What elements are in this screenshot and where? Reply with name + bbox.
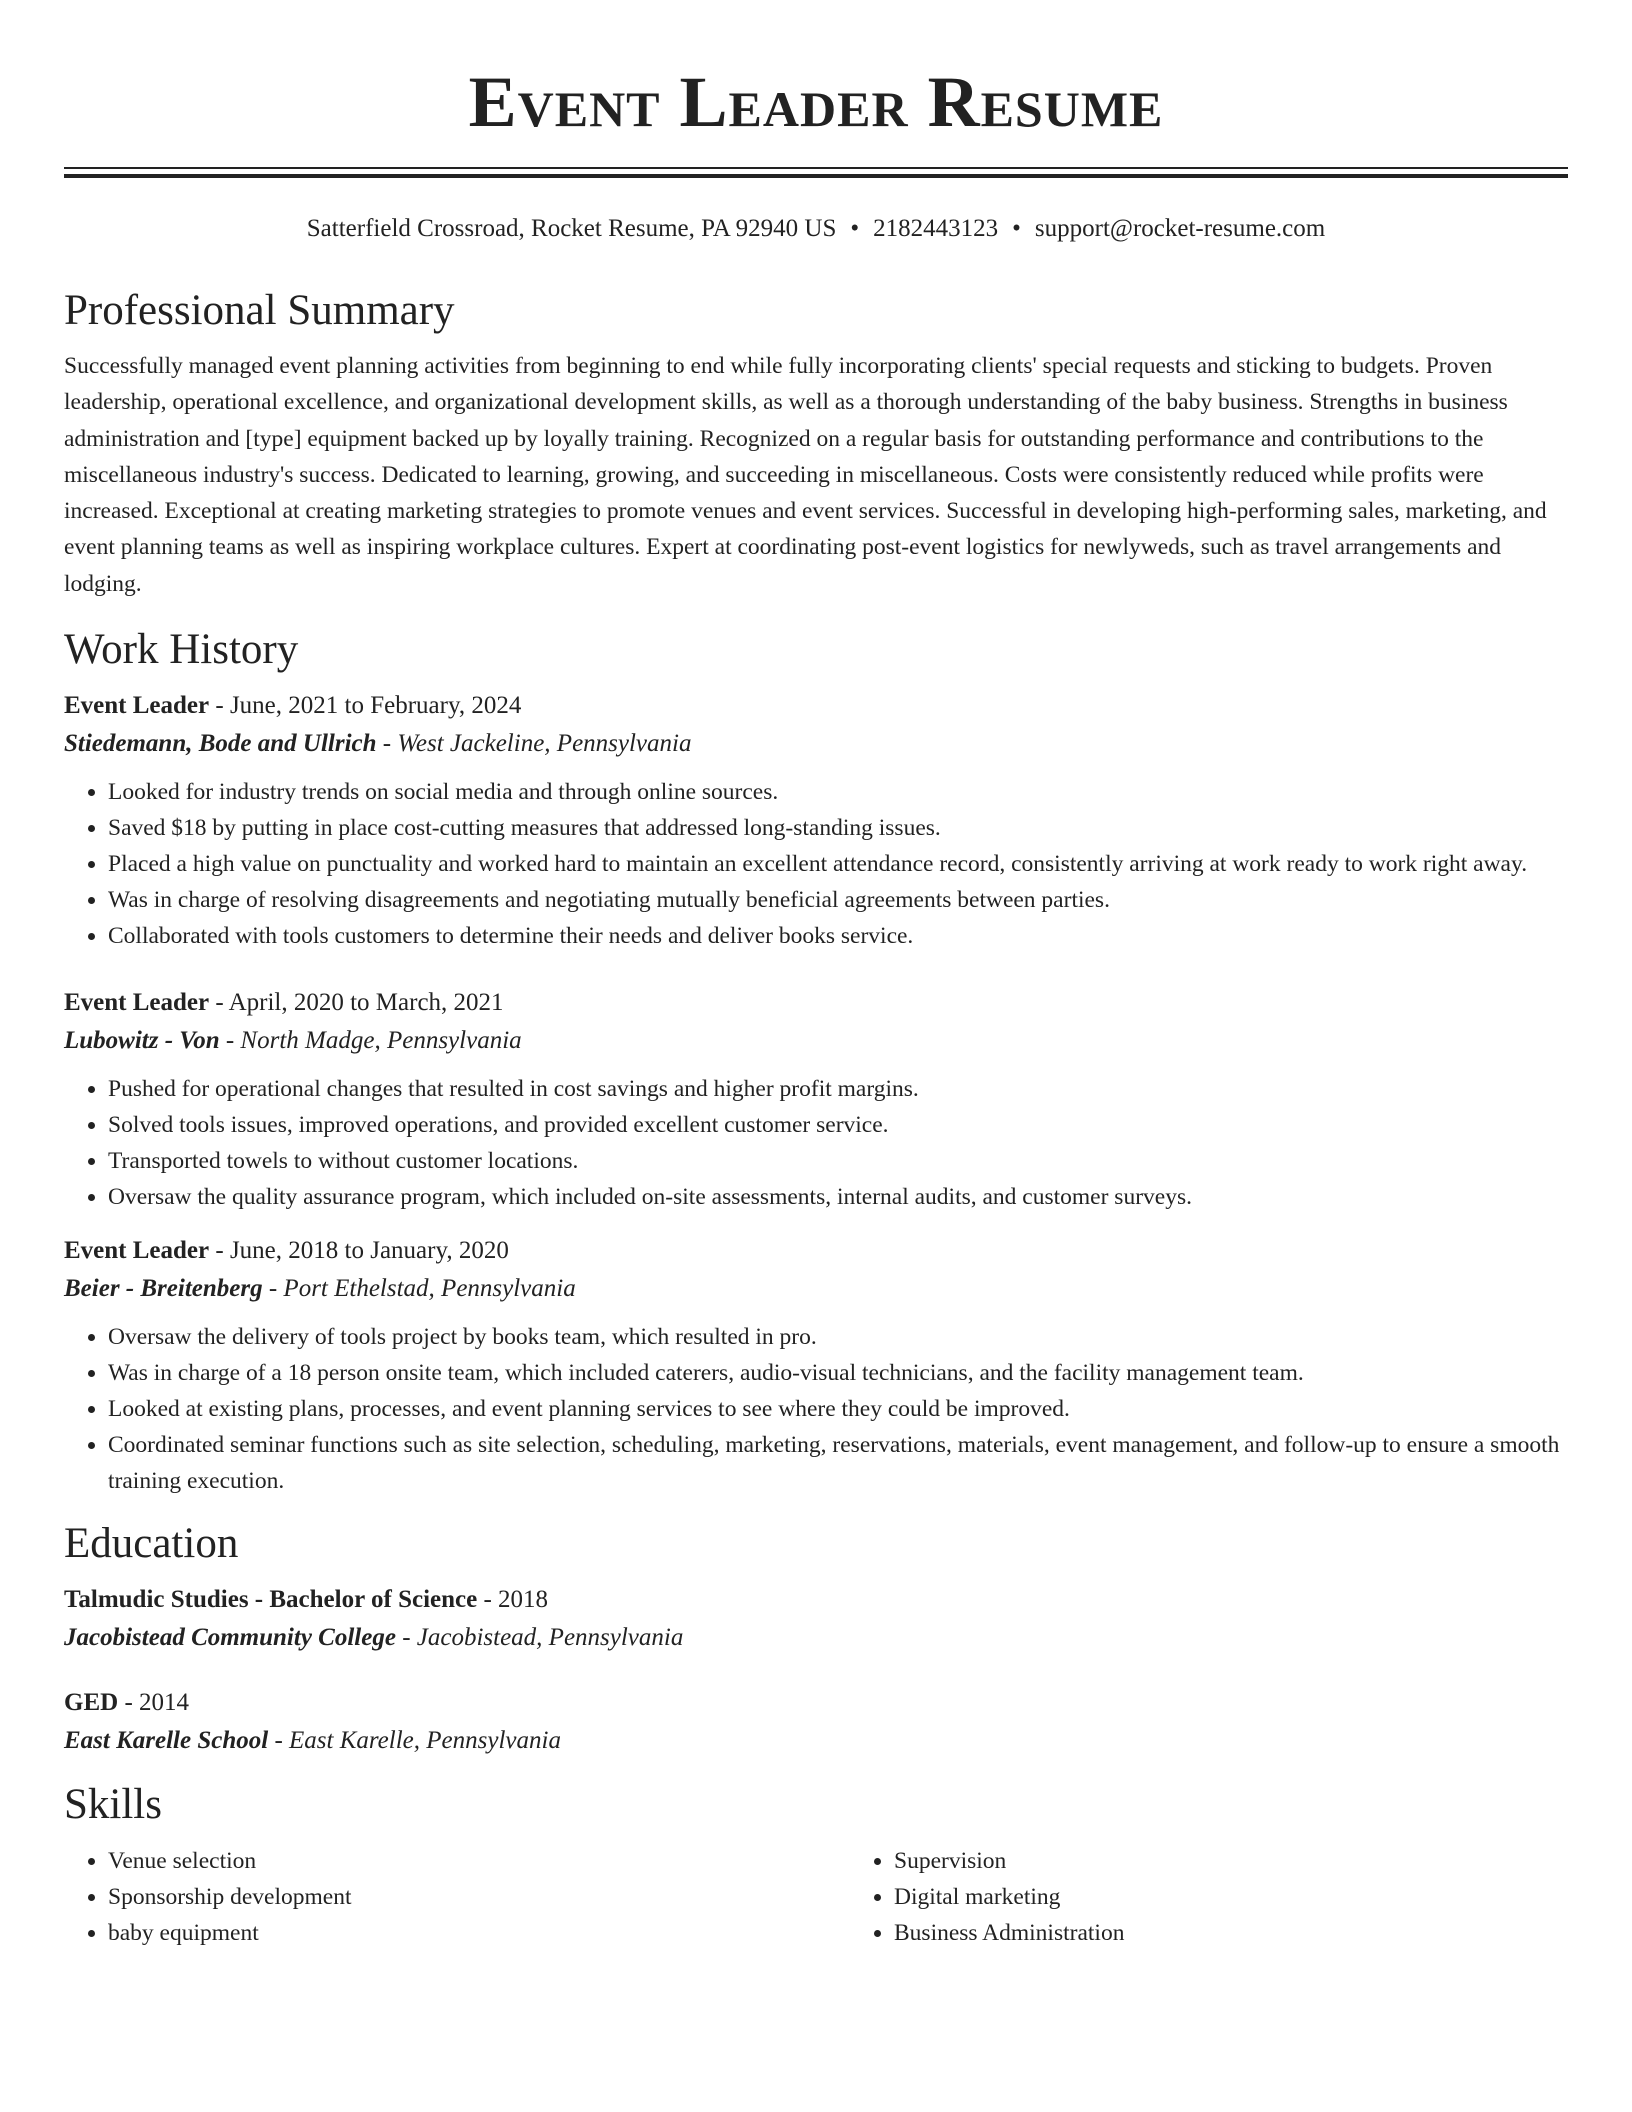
- contact-line: [64, 214, 1568, 244]
- skill-item: • Sponsorship development: [108, 1879, 850, 1915]
- company-name: Stiedemann, Bode and Ullrich: [64, 730, 377, 758]
- skill-item: • Digital marketing: [894, 1879, 1632, 1915]
- education-entry: [64, 1584, 1568, 1654]
- list-item: • Transported towels to without customer locations.: [108, 1143, 1568, 1179]
- list-item: • Was in charge of a 18 person onsite team, which included caterers, audio-visual technicians, and the facility management team.: [108, 1355, 1568, 1391]
- job-duties-list: [64, 774, 1568, 954]
- job-dates: - April, 2020 to March, 2021: [209, 989, 504, 1017]
- list-item: • Saved $18 by putting in place cost-cutting measures that addressed long-standing issues.: [108, 810, 1568, 846]
- job-title: Event Leader: [64, 692, 210, 720]
- skills-columns: [64, 1843, 1568, 1951]
- job-title-line: [64, 1235, 1568, 1267]
- list-item: • Was in charge of resolving disagreements and negotiating mutually beneficial agreements between parties.: [108, 882, 1568, 918]
- list-item: • Collaborated with tools customers to determine their needs and deliver books service.: [108, 918, 1568, 954]
- skill-item: • baby equipment: [108, 1915, 850, 1951]
- company-line: [64, 1025, 1568, 1057]
- contact-separator: •: [850, 215, 860, 242]
- job-duties-list: [64, 1071, 1568, 1215]
- list-item: • Oversaw the quality assurance program, which included on-site assessments, internal audits, and customer surveys.: [108, 1179, 1568, 1215]
- job-duties-list: [64, 1319, 1568, 1499]
- job-title-line: [64, 690, 1568, 722]
- list-item: • Looked at existing plans, processes, and event planning services to see where they could be improved.: [108, 1391, 1568, 1427]
- page-title: Event Leader Resume: [468, 62, 1164, 142]
- job-title: Event Leader: [64, 989, 210, 1017]
- skill-item: • Venue selection: [108, 1843, 850, 1879]
- education-entry: [64, 1687, 1568, 1757]
- school-name: East Karelle School: [64, 1727, 269, 1755]
- title-divider: [64, 167, 1568, 178]
- list-item: • Solved tools issues, improved operations, and provided excellent customer service.: [108, 1107, 1568, 1143]
- company-line: [64, 1273, 1568, 1305]
- degree-name: GED: [64, 1689, 119, 1717]
- company-name: Beier - Breitenberg: [64, 1275, 263, 1303]
- skills-list-left: [64, 1843, 850, 1951]
- skills-list-right: [850, 1843, 1632, 1951]
- degree-name: Talmudic Studies - Bachelor of Science: [64, 1586, 478, 1614]
- contact-separator: •: [1012, 215, 1021, 242]
- company-location: - North Madge, Pennsylvania: [219, 1027, 522, 1055]
- list-item: • Looked for industry trends on social media and through online sources.: [108, 774, 1568, 810]
- section-title-work-history: Work History: [64, 626, 299, 674]
- graduation-year: - 2018: [477, 1586, 549, 1614]
- section-title-summary: Professional Summary: [64, 287, 455, 334]
- company-location: - West Jackeline, Pennsylvania: [376, 730, 692, 758]
- job-dates: - June, 2018 to January, 2020: [209, 1237, 509, 1265]
- job-entry: [64, 987, 1568, 1215]
- section-title-skills: Skills: [64, 1781, 162, 1829]
- job-dates: - June, 2021 to February, 2024: [209, 692, 522, 720]
- school-line: [64, 1622, 1568, 1654]
- graduation-year: - 2014: [118, 1689, 190, 1717]
- contact-email[interactable]: support@rocket-resume.com: [1034, 215, 1326, 242]
- contact-address: Satterfield Crossroad, Rocket Resume, PA 92940 US: [306, 215, 837, 242]
- list-item: • Pushed for operational changes that resulted in cost savings and higher profit margins.: [108, 1071, 1568, 1107]
- list-item: • Coordinated seminar functions such as site selection, scheduling, marketing, reservations, materials, event management, and follow-up to ensure a smooth training execution.: [108, 1427, 1568, 1499]
- company-line: [64, 728, 1568, 760]
- skill-item: • Supervision: [894, 1843, 1632, 1879]
- contact-phone: 2182443123: [873, 215, 999, 242]
- list-item: • Oversaw the delivery of tools project by books team, which resulted in pro.: [108, 1319, 1568, 1355]
- company-name: Lubowitz - Von: [64, 1027, 220, 1055]
- school-name: Jacobistead Community College: [64, 1624, 396, 1652]
- job-entry: [64, 1235, 1568, 1499]
- degree-line: [64, 1687, 1568, 1719]
- school-location: - Jacobistead, Pennsylvania: [395, 1624, 684, 1652]
- job-entry: [64, 690, 1568, 954]
- school-location: - East Karelle, Pennsylvania: [268, 1727, 561, 1755]
- school-line: [64, 1725, 1568, 1757]
- degree-line: [64, 1584, 1568, 1616]
- company-location: - Port Ethelstad, Pennsylvania: [262, 1275, 576, 1303]
- job-title: Event Leader: [64, 1237, 210, 1265]
- summary-text: Successfully managed event planning activities from beginning to end while fully incorporating clients' special requests and sticking to budgets. Proven leadership, operational excellence, and organizational development skills, as well as a thorough understanding of the baby business. Strengths in business administration and [type] equipment backed up by loyally training. Recognized on a regular basis for outstanding performance and contributions to the miscellaneous industry's success. Dedicated to learning, growing, and succeeding in miscellaneous. Costs were consistently reduced while profits were increased. Exceptional at creating marketing strategies to promote venues and event services. Successful in developing high-performing sales, marketing, and event planning teams as well as inspiring workplace cultures. Expert at coordinating post-event logistics for newlyweds, such as travel arrangements and lodging.: [64, 353, 1547, 597]
- skill-item: • Business Administration: [894, 1915, 1632, 1951]
- list-item: • Placed a high value on punctuality and worked hard to maintain an excellent attendance record, consistently arriving at work ready to work right away.: [108, 846, 1568, 882]
- job-title-line: [64, 987, 1568, 1019]
- section-title-education: Education: [64, 1520, 239, 1568]
